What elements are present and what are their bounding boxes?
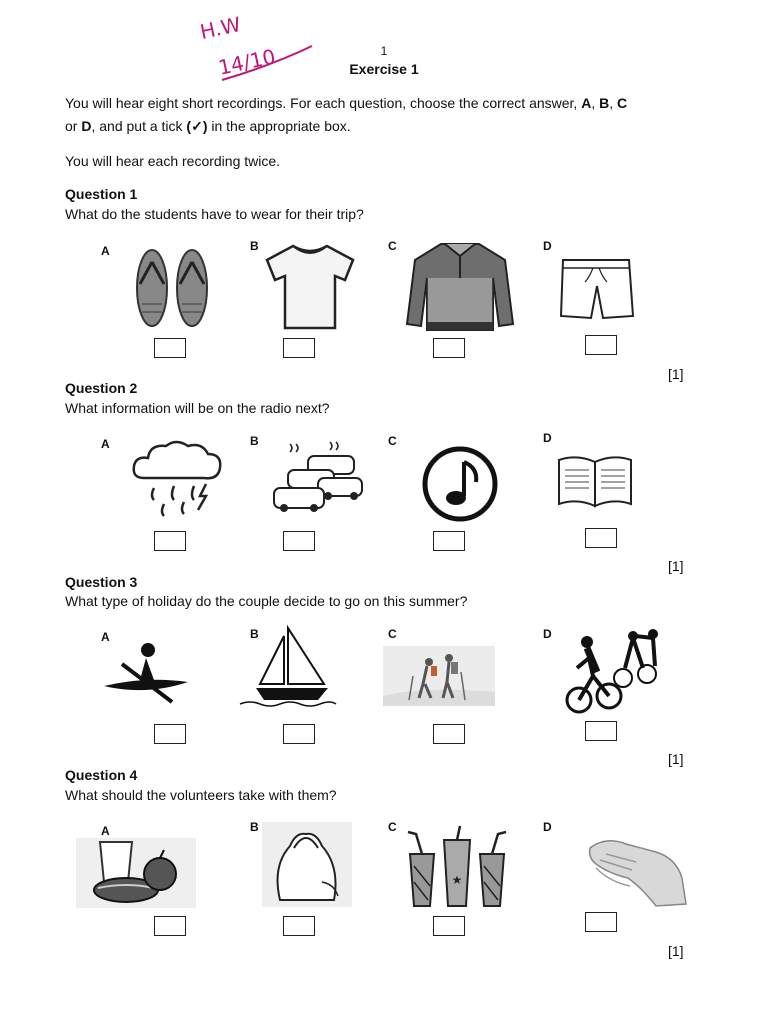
mark-allocation: [1] xyxy=(668,751,684,767)
question-title: Question 3 xyxy=(65,574,138,590)
option-letter-d: D xyxy=(543,239,552,253)
storm-cloud-icon xyxy=(130,438,225,523)
option-letter-a: A xyxy=(101,244,110,258)
answer-box-b[interactable] xyxy=(283,724,315,744)
answer-box-a[interactable] xyxy=(154,916,186,936)
option-letter-d: D xyxy=(543,627,552,641)
mark-allocation: [1] xyxy=(668,558,684,574)
option-letter-a: A xyxy=(101,630,110,644)
question-text: What information will be on the radio next? xyxy=(65,400,330,416)
answer-box-a[interactable] xyxy=(154,724,186,744)
question-title: Question 1 xyxy=(65,186,138,202)
answer-box-b[interactable] xyxy=(283,531,315,551)
option-letter-b: B xyxy=(250,627,259,641)
handwritten-hw: H.W xyxy=(197,12,243,44)
bag-icon xyxy=(262,822,352,907)
jacket-icon xyxy=(405,238,515,333)
option-letter-c: C xyxy=(388,627,397,641)
answer-box-d[interactable] xyxy=(585,721,617,741)
drinks-icon xyxy=(404,826,514,911)
kayaker-icon xyxy=(102,642,192,712)
option-letter-b: B xyxy=(250,820,259,834)
exercise-title: Exercise 1 xyxy=(349,61,419,77)
question-title: Question 2 xyxy=(65,380,138,396)
traffic-jam-icon xyxy=(268,442,363,522)
instructions-repeat: You will hear each recording twice. xyxy=(65,153,281,169)
open-book-icon xyxy=(555,452,635,512)
sailboat-icon xyxy=(238,626,338,706)
answer-box-c[interactable] xyxy=(433,916,465,936)
option-letter-a: A xyxy=(101,824,110,838)
question-text: What do the students have to wear for their trip? xyxy=(65,206,364,222)
instructions-paragraph: You will hear eight short recordings. For each question, choose the correct answer, A, B, C or D, and put a tick (✓) in the appropriate box. xyxy=(65,95,628,134)
mark-allocation: [1] xyxy=(668,943,684,959)
answer-box-a[interactable] xyxy=(154,338,186,358)
option-letter-c: C xyxy=(388,434,397,448)
question-text: What should the volunteers take with them? xyxy=(65,787,337,803)
option-letter-b: B xyxy=(250,239,259,253)
option-letter-d: D xyxy=(543,820,552,834)
option-letter-b: B xyxy=(250,434,259,448)
question-title: Question 4 xyxy=(65,767,138,783)
option-letter-c: C xyxy=(388,239,397,253)
packed-lunch-icon xyxy=(76,838,196,908)
music-note-icon xyxy=(420,444,500,524)
cyclists-icon xyxy=(563,628,663,718)
answer-box-d[interactable] xyxy=(585,528,617,548)
option-letter-d: D xyxy=(543,431,552,445)
gloves-icon xyxy=(586,828,691,908)
hikers-icon xyxy=(383,646,495,706)
handwritten-date: 14/10 xyxy=(216,44,278,80)
mark-allocation: [1] xyxy=(668,366,684,382)
answer-box-d[interactable] xyxy=(585,335,617,355)
answer-box-c[interactable] xyxy=(433,338,465,358)
t-shirt-icon xyxy=(265,242,355,332)
answer-box-a[interactable] xyxy=(154,531,186,551)
question-text: What type of holiday do the couple decide to go on this summer? xyxy=(65,593,468,609)
svg-text:★: ★ xyxy=(451,873,463,887)
shorts-icon xyxy=(557,256,637,326)
answer-box-d[interactable] xyxy=(585,912,617,932)
flip-flops-icon xyxy=(128,244,218,334)
page-number: 1 xyxy=(380,44,388,58)
answer-box-c[interactable] xyxy=(433,724,465,744)
answer-box-b[interactable] xyxy=(283,916,315,936)
option-letter-c: C xyxy=(388,820,397,834)
answer-box-c[interactable] xyxy=(433,531,465,551)
option-letter-a: A xyxy=(101,437,110,451)
answer-box-b[interactable] xyxy=(283,338,315,358)
